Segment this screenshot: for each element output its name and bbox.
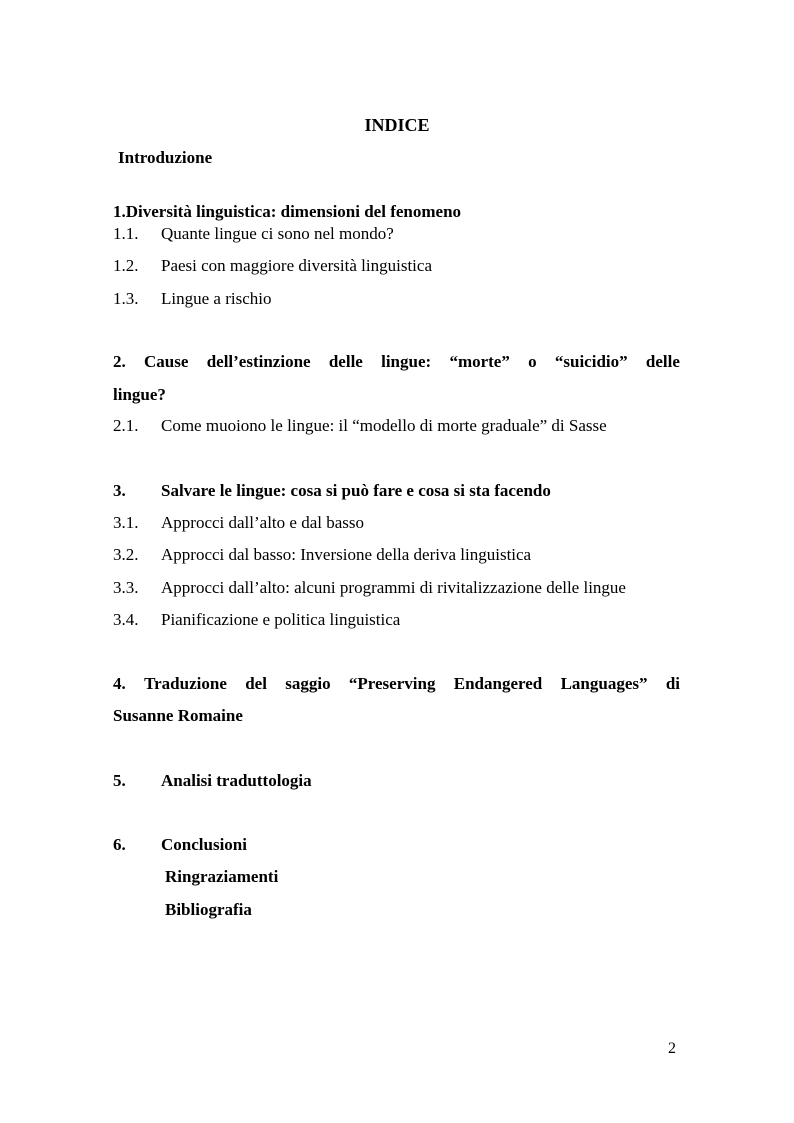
toc-item-text: Pianificazione e politica linguistica — [161, 610, 401, 629]
toc-item-text: Approcci dall’alto e dal basso — [161, 513, 364, 532]
toc-item-number: 3.3. — [113, 578, 139, 597]
toc-item-number: 1.3. — [113, 289, 139, 308]
toc-acknowledgements: Ringraziamenti — [165, 867, 279, 886]
toc-section-number: 2. — [113, 352, 126, 371]
heading-word: lingue: — [381, 352, 432, 371]
toc-item-text: Approcci dall’alto: alcuni programmi di rivitalizzazione delle lingue — [161, 578, 626, 597]
toc-item-text: Come muoiono le lingue: il “modello di morte graduale” di Sasse — [161, 416, 607, 435]
toc-section-number: 4. — [113, 674, 126, 693]
toc-item-number: 3.1. — [113, 513, 139, 532]
toc-section-2-heading-line2: lingue? — [113, 385, 166, 404]
toc-item-number: 1.1. — [113, 224, 139, 243]
toc-item-text: Approcci dal basso: Inversione della deriva linguistica — [161, 545, 532, 564]
heading-word: Languages” — [560, 674, 648, 693]
heading-word: Cause — [144, 352, 189, 371]
toc-section-4-heading-line2: Susanne Romaine — [113, 706, 243, 725]
toc-item-text: Quante lingue ci sono nel mondo? — [161, 224, 394, 243]
page-number: 2 — [668, 1040, 676, 1057]
toc-section-3-heading: Salvare le lingue: cosa si può fare e cosa si sta facendo — [161, 481, 551, 500]
toc-item-text: Paesi con maggiore diversità linguistica — [161, 256, 432, 275]
toc-section-1-heading: 1.Diversità linguistica: dimensioni del fenomeno — [113, 202, 462, 221]
toc-item-number: 2.1. — [113, 416, 139, 435]
heading-word: o — [528, 352, 537, 371]
toc-introduction: Introduzione — [118, 148, 213, 167]
toc-item-number: 3.4. — [113, 610, 139, 629]
heading-word: di — [665, 674, 680, 693]
toc-section-6-heading: Conclusioni — [161, 835, 247, 854]
heading-word: Traduzione — [144, 674, 227, 693]
heading-word: “suicidio” — [554, 352, 628, 371]
heading-word: saggio — [285, 674, 331, 693]
toc-item-text: Lingue a rischio — [161, 289, 272, 308]
toc-section-number: 5. — [113, 771, 126, 790]
toc-bibliography: Bibliografia — [165, 900, 252, 919]
toc-section-number: 3. — [113, 481, 126, 500]
toc-section-5-heading: Analisi traduttologia — [161, 771, 312, 790]
heading-word: “morte” — [449, 352, 510, 371]
page-title: INDICE — [364, 115, 430, 135]
heading-word: “Preserving — [348, 674, 436, 693]
toc-item-number: 3.2. — [113, 545, 139, 564]
heading-word: dell’estinzione — [206, 352, 311, 371]
heading-word: del — [245, 674, 267, 693]
toc-section-number: 6. — [113, 835, 126, 854]
toc-section-2-heading-line1 — [113, 353, 680, 370]
heading-word: delle — [328, 352, 363, 371]
heading-word: delle — [645, 352, 680, 371]
toc-item-number: 1.2. — [113, 256, 139, 275]
heading-word: Endangered — [453, 674, 543, 693]
toc-section-4-heading-line1 — [113, 675, 680, 692]
